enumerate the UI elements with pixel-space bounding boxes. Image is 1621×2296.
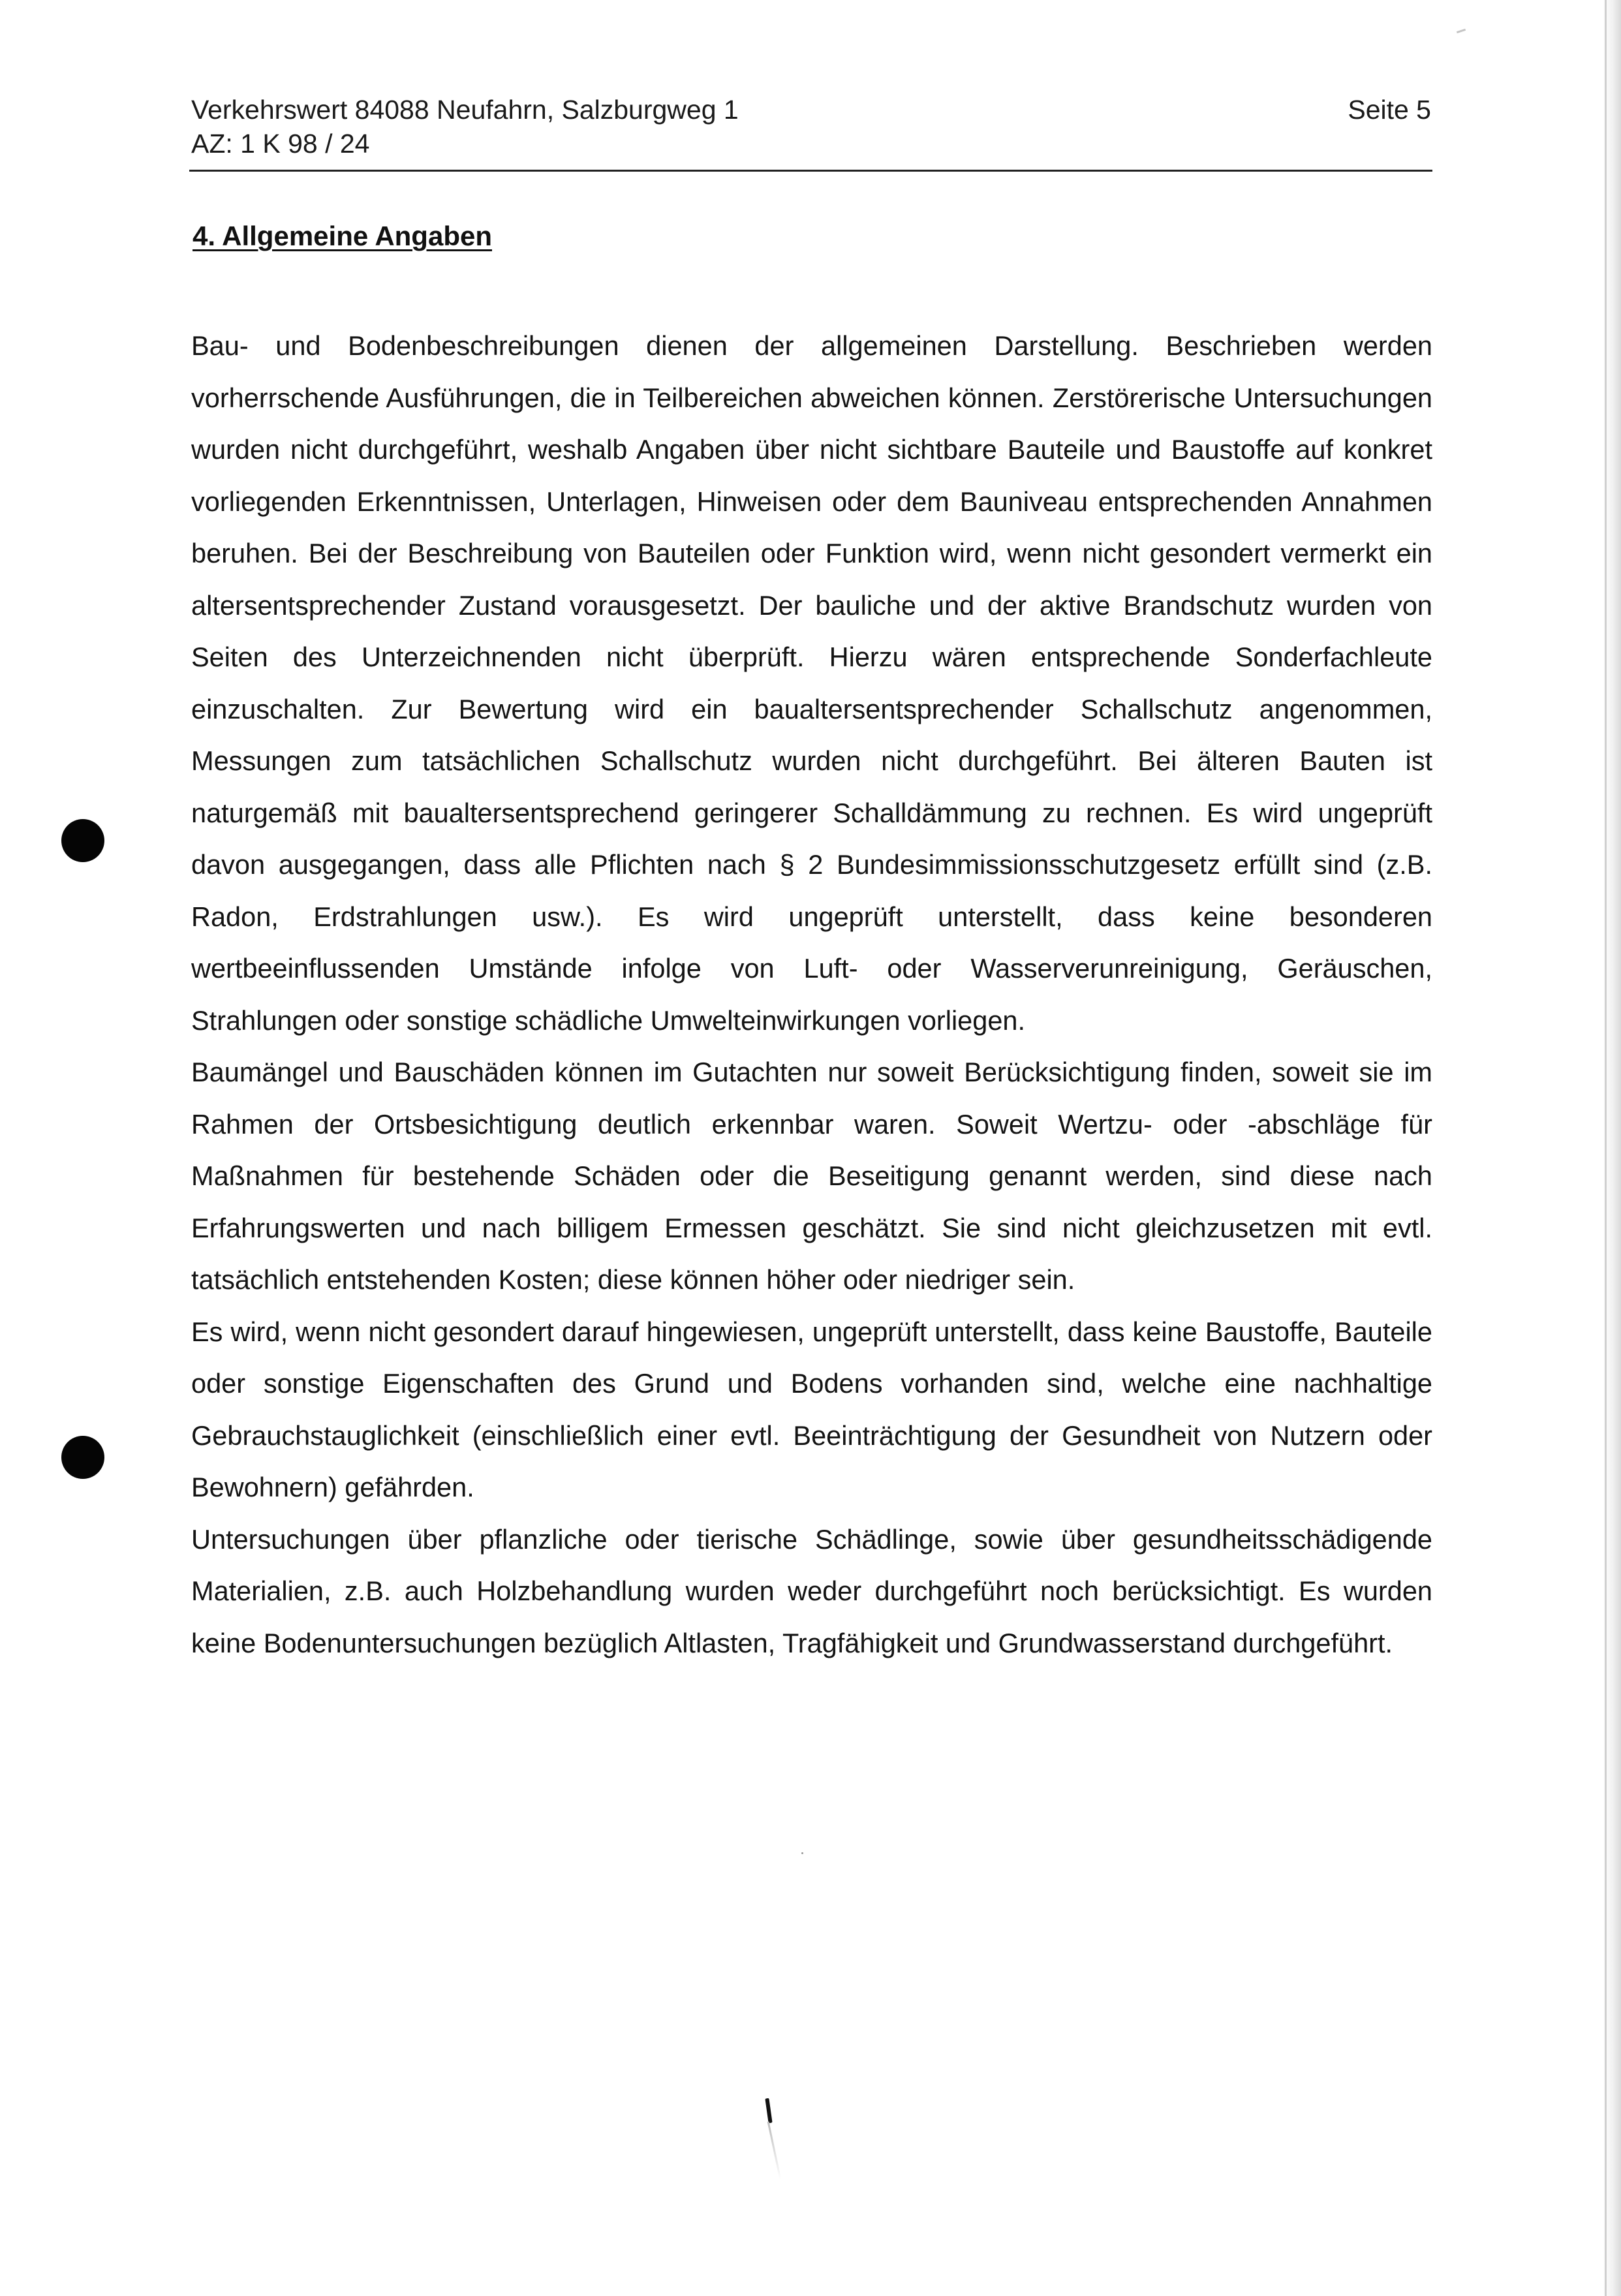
paragraph-general: Bau- und Bodenbeschreibungen dienen der allgemeinen Darstellung. Beschrieben werden vorherrschende Ausführungen, die in Teilbereichen abweichen können. Zerstörerische Untersuchungen wurden nicht durchgeführt, weshalb Angaben über nicht sichtbare Bauteile und Baustoffe auf konkret vorliegenden Erkenntnissen, Unterlagen, Hinweisen oder dem Bauniveau entsprechenden Annahmen beruhen. Bei der Beschreibung von Bauteilen oder Funktion wird, wenn nicht gesondert vermerkt ein altersentsprechender Zustand vorausgesetzt. Der bauliche und der aktive Brandschutz wurden von Seiten des Unterzeichnenden nicht überprüft. Hierzu wären entsprechende Sonderfachleute einzuschalten. Zur Bewertung wird ein baualtersentsprechender Schallschutz angenommen, Messungen zum tatsächlichen Schallschutz wurden nicht durchgeführt. Bei älteren Bauten ist naturgemäß mit baualtersentsprechend geringerer Schalldämmung zu rechnen. Es wird ungeprüft davon ausgegangen, dass alle Pflichten nach § 2 Bundesimmissionsschutzgesetz erfüllt sind (z.B. Radon, Erdstrahlungen usw.). Es wird ungeprüft unterstellt, dass keine besonderen wertbeeinflussenden Umstände infolge von Luft- oder Wasserverunreinigung, Geräuschen, Strahlungen oder sonstige schädliche Umwelteinwirkungen vorliegen. [191, 330, 1432, 1036]
header-divider [189, 170, 1432, 172]
paragraph-investigations: Untersuchungen über pflanzliche oder tierische Schädlinge, sowie über gesundheitsschädigende Materialien, z.B. auch Holzbehandlung wurden weder durchgeführt noch berücksichtigt. Es wurden keine Bodenuntersuchungen bezüglich Altlasten, Tragfähigkeit und Grundwasserstand durchgeführt. [191, 1523, 1432, 1658]
page-header [191, 93, 1431, 161]
scan-artifact-dot [801, 1852, 803, 1854]
page-edge-line [1605, 0, 1607, 2296]
paragraph-defects: Baumängel und Bauschäden können im Gutachten nur soweit Berücksichtigung finden, soweit sie im Rahmen der Ortsbesichtigung deutlich erkennbar waren. Soweit Wertzu- oder -abschläge für Maßnahmen für bestehende Schäden oder die Beseitigung genannt werden, sind diese nach Erfahrungswerten und nach billigem Ermessen geschätzt. Sie sind nicht gleichzusetzen mit evtl. tatsächlich entstehenden Kosten; diese können höher oder niedriger sein. [191, 1057, 1432, 1295]
page-number: Seite 5 [1348, 95, 1431, 125]
header-title: Verkehrswert 84088 Neufahrn, Salzburgweg 1 [191, 95, 739, 125]
scan-artifact [1457, 29, 1466, 33]
header-reference: AZ: 1 K 98 / 24 [191, 129, 370, 159]
section-heading: 4. Allgemeine Angaben [193, 221, 492, 251]
body-text [191, 320, 1432, 1669]
punch-hole-upper [61, 819, 104, 862]
scan-artifact-mark [765, 2098, 772, 2123]
header-top-row [191, 93, 1431, 127]
scan-artifact-streak [767, 2122, 782, 2180]
paragraph-materials: Es wird, wenn nicht gesondert darauf hingewiesen, ungeprüft unterstellt, dass keine Baustoffe, Bauteile oder sonstige Eigenschaften des Grund und Bodens vorhanden sind, welche eine nachhaltige Gebrauchstauglichkeit (einschließlich einer evtl. Beeinträchtigung der Gesundheit von Nutzern oder Bewohnern) gefährden. [191, 1316, 1432, 1502]
punch-hole-lower [61, 1436, 104, 1479]
